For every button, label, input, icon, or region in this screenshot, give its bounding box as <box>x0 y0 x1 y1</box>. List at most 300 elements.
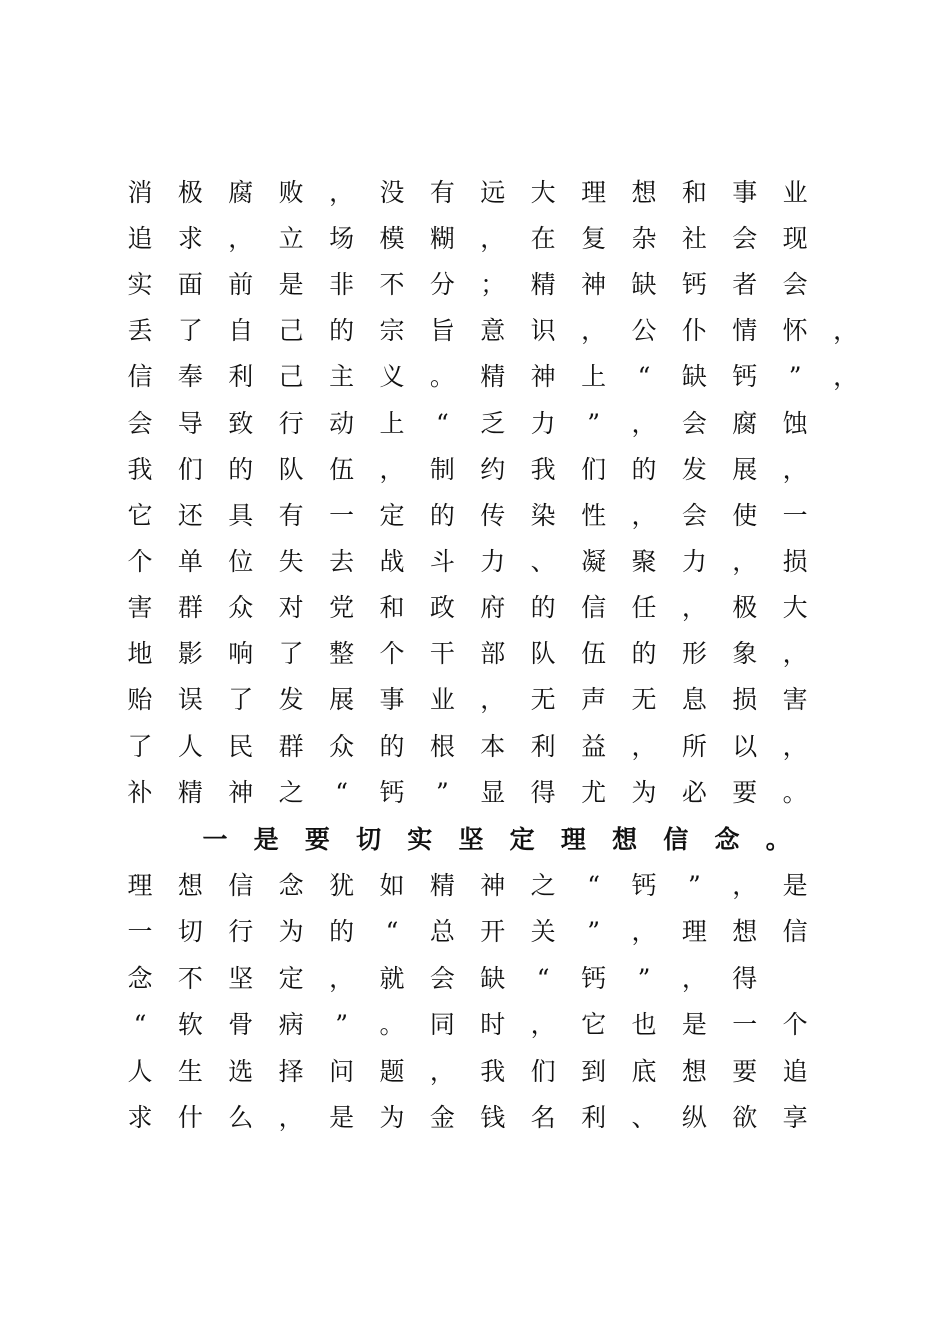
text-char: 有 <box>278 501 304 530</box>
text-char: 钙 <box>581 964 607 993</box>
text-char: 我 <box>480 1057 506 1086</box>
text-char: 犹 <box>329 871 355 900</box>
text-char: 形 <box>681 639 707 668</box>
text-char: 择 <box>278 1057 304 1086</box>
text-char: 。 <box>429 362 455 391</box>
text-char: “ <box>133 1010 147 1039</box>
text-char: ， <box>278 1103 304 1132</box>
text-char: 享 <box>782 1103 808 1132</box>
text-char: 业 <box>782 178 808 207</box>
text-char: 是 <box>253 825 279 854</box>
text-char: ” <box>587 409 600 438</box>
text-char: 为 <box>278 917 304 946</box>
text-char: 为 <box>379 1103 405 1132</box>
text-char: 定 <box>509 825 535 854</box>
text-char: 单 <box>177 547 203 576</box>
text-char: 的 <box>530 593 556 622</box>
text-char: ， <box>681 593 707 622</box>
text-line <box>0 542 950 582</box>
text-char: 事 <box>379 685 405 714</box>
text-char: 必 <box>681 778 707 807</box>
text-char: 定 <box>278 964 304 993</box>
text-char: 钙 <box>732 362 758 391</box>
text-char: 模 <box>379 224 405 253</box>
text-char: 旨 <box>429 316 455 345</box>
text-char: 精 <box>429 871 455 900</box>
text-char: 主 <box>329 362 355 391</box>
text-char: ， <box>732 547 758 576</box>
text-char: 声 <box>581 685 607 714</box>
text-line <box>0 357 950 397</box>
text-char: 名 <box>530 1103 556 1132</box>
text-line <box>0 496 950 536</box>
text-char: 斗 <box>429 547 455 576</box>
text-char: 人 <box>177 732 203 761</box>
text-char: 腐 <box>732 409 758 438</box>
text-char: 时 <box>480 1010 506 1039</box>
text-char: 信 <box>127 362 153 391</box>
text-char: 队 <box>530 639 556 668</box>
text-char: 凝 <box>581 547 607 576</box>
text-char: ， <box>631 917 657 946</box>
text-char: 想 <box>681 1057 707 1086</box>
text-char: 力 <box>480 547 506 576</box>
text-char: 以 <box>732 732 758 761</box>
text-char: 。 <box>782 778 808 807</box>
text-char: ” <box>788 362 802 391</box>
text-char: 。 <box>379 1010 405 1039</box>
text-char: 息 <box>681 685 707 714</box>
text-char: 想 <box>612 825 638 854</box>
text-char: 钱 <box>480 1103 506 1132</box>
section-heading <box>0 820 950 860</box>
text-char: 。 <box>765 825 791 854</box>
text-char: 软 <box>177 1010 203 1039</box>
text-char: 精 <box>177 778 203 807</box>
text-char: ； <box>480 270 506 299</box>
text-char: 切 <box>177 917 203 946</box>
text-char: 选 <box>228 1057 254 1086</box>
text-char: 想 <box>631 178 657 207</box>
text-char: 贻 <box>127 685 153 714</box>
text-char: 的 <box>228 455 254 484</box>
text-char: 么 <box>228 1103 254 1132</box>
text-char: 立 <box>278 224 304 253</box>
text-char: ” <box>587 917 600 946</box>
text-char: ” <box>637 964 651 993</box>
text-char: 钙 <box>631 871 657 900</box>
text-char: 业 <box>429 685 455 714</box>
text-line <box>0 727 950 767</box>
text-char: 信 <box>581 593 607 622</box>
text-char: 的 <box>379 732 405 761</box>
text-char: 分 <box>429 270 455 299</box>
text-char: 影 <box>177 639 203 668</box>
text-char: 场 <box>329 224 355 253</box>
text-char: 队 <box>278 455 304 484</box>
text-char: 伍 <box>329 455 355 484</box>
text-char: 缺 <box>631 270 657 299</box>
text-char: 会 <box>782 270 808 299</box>
text-char: 定 <box>379 501 405 530</box>
text-char: “ <box>436 409 449 438</box>
text-char: 力 <box>681 547 707 576</box>
text-char: ” <box>436 778 449 807</box>
text-char: 的 <box>329 316 355 345</box>
text-char: 和 <box>379 593 405 622</box>
text-char: 无 <box>631 685 657 714</box>
text-char: 如 <box>379 871 405 900</box>
text-char: 响 <box>228 639 254 668</box>
text-char: 的 <box>329 917 355 946</box>
text-char: ， <box>782 732 808 761</box>
text-char: 底 <box>631 1057 657 1086</box>
text-char: 染 <box>530 501 556 530</box>
text-char: 缺 <box>480 964 506 993</box>
text-char: 要 <box>732 1057 758 1086</box>
text-char: 们 <box>177 455 203 484</box>
text-char: 识 <box>530 316 556 345</box>
text-char: ， <box>530 1010 556 1039</box>
text-char: 理 <box>581 178 607 207</box>
text-char: 钙 <box>379 778 405 807</box>
text-char: 己 <box>278 362 304 391</box>
text-char: 自 <box>228 316 254 345</box>
text-char: ， <box>631 409 657 438</box>
text-char: 开 <box>480 917 506 946</box>
text-char: 府 <box>480 593 506 622</box>
text-char: 众 <box>329 732 355 761</box>
text-char: 导 <box>177 409 203 438</box>
text-char: 、 <box>631 1103 657 1132</box>
text-char: 具 <box>228 501 254 530</box>
text-char: 了 <box>177 316 203 345</box>
text-char: 追 <box>782 1057 808 1086</box>
text-char: ， <box>681 964 707 993</box>
text-char: 整 <box>329 639 355 668</box>
text-char: 病 <box>278 1010 304 1039</box>
text-char: 到 <box>581 1057 607 1086</box>
text-char: 的 <box>429 501 455 530</box>
text-char: ， <box>782 455 808 484</box>
text-char: 得 <box>732 964 758 993</box>
text-char: ， <box>631 732 657 761</box>
text-char: ” <box>688 871 701 900</box>
text-char: 也 <box>631 1010 657 1039</box>
text-char: “ <box>385 917 399 946</box>
text-char: 问 <box>329 1057 355 1086</box>
text-char: ， <box>429 1057 455 1086</box>
text-char: 伍 <box>581 639 607 668</box>
text-char: 个 <box>379 639 405 668</box>
text-char: 为 <box>631 778 657 807</box>
text-char: 上 <box>379 409 405 438</box>
text-char: 会 <box>681 501 707 530</box>
text-char: 题 <box>379 1057 405 1086</box>
text-char: 们 <box>581 455 607 484</box>
text-char: 了 <box>228 685 254 714</box>
text-char: 干 <box>429 639 455 668</box>
text-char: 骨 <box>228 1010 254 1039</box>
text-char: ， <box>480 685 506 714</box>
text-char: 精 <box>530 270 556 299</box>
text-line <box>0 404 950 444</box>
text-char: 总 <box>429 917 455 946</box>
text-char: 展 <box>329 685 355 714</box>
text-line <box>0 680 950 720</box>
text-char: 生 <box>177 1057 203 1086</box>
text-char: 念 <box>278 871 304 900</box>
text-char: 极 <box>177 178 203 207</box>
text-char: 求 <box>177 224 203 253</box>
text-char: 宗 <box>379 316 405 345</box>
text-char: 、 <box>530 547 556 576</box>
text-char: 杂 <box>631 224 657 253</box>
text-char: 乏 <box>480 409 506 438</box>
text-char: 在 <box>530 224 556 253</box>
text-char: 什 <box>177 1103 203 1132</box>
text-char: 根 <box>429 732 455 761</box>
text-char: 动 <box>329 409 355 438</box>
text-char: 之 <box>530 871 556 900</box>
text-char: 有 <box>429 178 455 207</box>
text-char: 信 <box>663 825 689 854</box>
text-line <box>0 912 950 952</box>
text-char: 仆 <box>681 316 707 345</box>
text-char: 害 <box>782 685 808 714</box>
text-char: 是 <box>278 270 304 299</box>
text-char: 不 <box>379 270 405 299</box>
text-char: 展 <box>732 455 758 484</box>
text-char: 奉 <box>177 362 203 391</box>
text-char: 的 <box>631 455 657 484</box>
text-char: 神 <box>581 270 607 299</box>
text-char: 败 <box>278 178 304 207</box>
text-char: 社 <box>681 224 707 253</box>
text-char: 它 <box>581 1010 607 1039</box>
text-char: 会 <box>429 964 455 993</box>
text-char: 是 <box>782 871 808 900</box>
text-char: 政 <box>429 593 455 622</box>
text-char: 会 <box>681 409 707 438</box>
text-char: ， <box>480 224 506 253</box>
text-char: 任 <box>631 593 657 622</box>
text-char: 还 <box>177 501 203 530</box>
text-char: 人 <box>127 1057 153 1086</box>
text-char: 误 <box>177 685 203 714</box>
text-char: 一 <box>329 501 355 530</box>
text-char: 所 <box>681 732 707 761</box>
text-char: 神 <box>530 362 556 391</box>
text-char: 念 <box>714 825 740 854</box>
text-char: “ <box>637 362 651 391</box>
text-char: 会 <box>127 409 153 438</box>
text-char: 是 <box>329 1103 355 1132</box>
text-char: 位 <box>228 547 254 576</box>
text-char: 民 <box>228 732 254 761</box>
text-char: 极 <box>732 593 758 622</box>
text-char: ， <box>581 316 607 345</box>
text-char: 损 <box>732 685 758 714</box>
text-char: 上 <box>581 362 607 391</box>
text-char: “ <box>335 778 348 807</box>
text-char: 要 <box>304 825 330 854</box>
text-char: 利 <box>581 1103 607 1132</box>
text-char: 纵 <box>681 1103 707 1132</box>
text-char: 意 <box>480 316 506 345</box>
text-char: 使 <box>732 501 758 530</box>
text-char: 追 <box>127 224 153 253</box>
text-char: 个 <box>127 547 153 576</box>
text-line <box>0 866 950 906</box>
text-char: 一 <box>202 825 228 854</box>
text-char: “ <box>536 964 550 993</box>
text-char: 者 <box>732 270 758 299</box>
text-char: 没 <box>379 178 405 207</box>
text-char: 发 <box>278 685 304 714</box>
text-char: 聚 <box>631 547 657 576</box>
text-char: 理 <box>681 917 707 946</box>
text-char: 现 <box>782 224 808 253</box>
text-char: 钙 <box>681 270 707 299</box>
text-char: 利 <box>530 732 556 761</box>
text-char: 性 <box>581 501 607 530</box>
text-char: 己 <box>278 316 304 345</box>
text-char: 部 <box>480 639 506 668</box>
text-char: ， <box>782 639 808 668</box>
text-char: 党 <box>329 593 355 622</box>
text-char: 传 <box>480 501 506 530</box>
text-char: 要 <box>732 778 758 807</box>
text-char: 金 <box>429 1103 455 1132</box>
text-char: 去 <box>329 547 355 576</box>
text-char: 会 <box>732 224 758 253</box>
text-char: ， <box>329 178 355 207</box>
text-line <box>0 265 950 305</box>
text-char: 了 <box>127 732 153 761</box>
text-line <box>0 588 950 628</box>
text-char: 就 <box>379 964 405 993</box>
text-char: 利 <box>228 362 254 391</box>
text-line <box>0 1052 950 1092</box>
text-char: 它 <box>127 501 153 530</box>
text-char: 得 <box>530 778 556 807</box>
text-char: 怀 <box>782 316 808 345</box>
text-char: 大 <box>782 593 808 622</box>
text-char: 个 <box>782 1010 808 1039</box>
text-line <box>0 173 950 213</box>
text-char: 坚 <box>228 964 254 993</box>
text-char: 众 <box>228 593 254 622</box>
text-char: 信 <box>228 871 254 900</box>
text-char: 求 <box>127 1103 153 1132</box>
text-char: ， <box>732 871 758 900</box>
text-char: 神 <box>480 871 506 900</box>
text-char: 行 <box>228 917 254 946</box>
text-char: 公 <box>631 316 657 345</box>
text-char: ， <box>833 316 859 345</box>
text-line <box>0 450 950 490</box>
text-char: 一 <box>127 917 153 946</box>
text-char: 地 <box>127 639 153 668</box>
text-char: ， <box>329 964 355 993</box>
text-char: 补 <box>127 778 153 807</box>
text-char: 信 <box>782 917 808 946</box>
text-char: 关 <box>530 917 556 946</box>
text-char: ” <box>335 1010 348 1039</box>
text-char: 义 <box>379 362 405 391</box>
text-char: 情 <box>732 316 758 345</box>
text-char: 益 <box>581 732 607 761</box>
text-char: 失 <box>278 547 304 576</box>
text-char: ， <box>631 501 657 530</box>
text-char: 消 <box>127 178 153 207</box>
text-line <box>0 634 950 674</box>
text-char: 面 <box>177 270 203 299</box>
text-char: 显 <box>480 778 506 807</box>
text-char: 腐 <box>228 178 254 207</box>
text-char: 约 <box>480 455 506 484</box>
text-char: 想 <box>177 871 203 900</box>
text-char: 之 <box>278 778 304 807</box>
text-char: 理 <box>560 825 586 854</box>
text-char: 欲 <box>732 1103 758 1132</box>
text-char: 坚 <box>458 825 484 854</box>
text-char: 复 <box>581 224 607 253</box>
text-char: ， <box>379 455 405 484</box>
text-char: “ <box>587 871 600 900</box>
text-line <box>0 1005 950 1045</box>
text-char: 象 <box>732 639 758 668</box>
text-char: 前 <box>228 270 254 299</box>
text-char: 群 <box>278 732 304 761</box>
text-char: 想 <box>732 917 758 946</box>
text-char: 对 <box>278 593 304 622</box>
text-char: 的 <box>631 639 657 668</box>
text-char: 神 <box>228 778 254 807</box>
text-char: 害 <box>127 593 153 622</box>
text-char: 群 <box>177 593 203 622</box>
text-char: 是 <box>681 1010 707 1039</box>
text-char: 了 <box>278 639 304 668</box>
text-char: 一 <box>782 501 808 530</box>
text-char: 发 <box>681 455 707 484</box>
text-line <box>0 959 950 999</box>
text-char: 我 <box>127 455 153 484</box>
text-char: 切 <box>356 825 382 854</box>
text-char: 缺 <box>681 362 707 391</box>
text-char: 同 <box>429 1010 455 1039</box>
text-char: 无 <box>530 685 556 714</box>
text-char: 不 <box>177 964 203 993</box>
text-char: 们 <box>530 1057 556 1086</box>
text-char: 本 <box>480 732 506 761</box>
text-char: 念 <box>127 964 153 993</box>
text-char: 糊 <box>429 224 455 253</box>
text-char: 行 <box>278 409 304 438</box>
text-char: 致 <box>228 409 254 438</box>
text-line <box>0 219 950 259</box>
text-char: 大 <box>530 178 556 207</box>
text-char: ， <box>228 224 254 253</box>
text-line <box>0 311 950 351</box>
text-char: 我 <box>530 455 556 484</box>
text-char: 制 <box>429 455 455 484</box>
text-char: 战 <box>379 547 405 576</box>
text-char: 一 <box>732 1010 758 1039</box>
text-char: 事 <box>732 178 758 207</box>
text-char: 蚀 <box>782 409 808 438</box>
